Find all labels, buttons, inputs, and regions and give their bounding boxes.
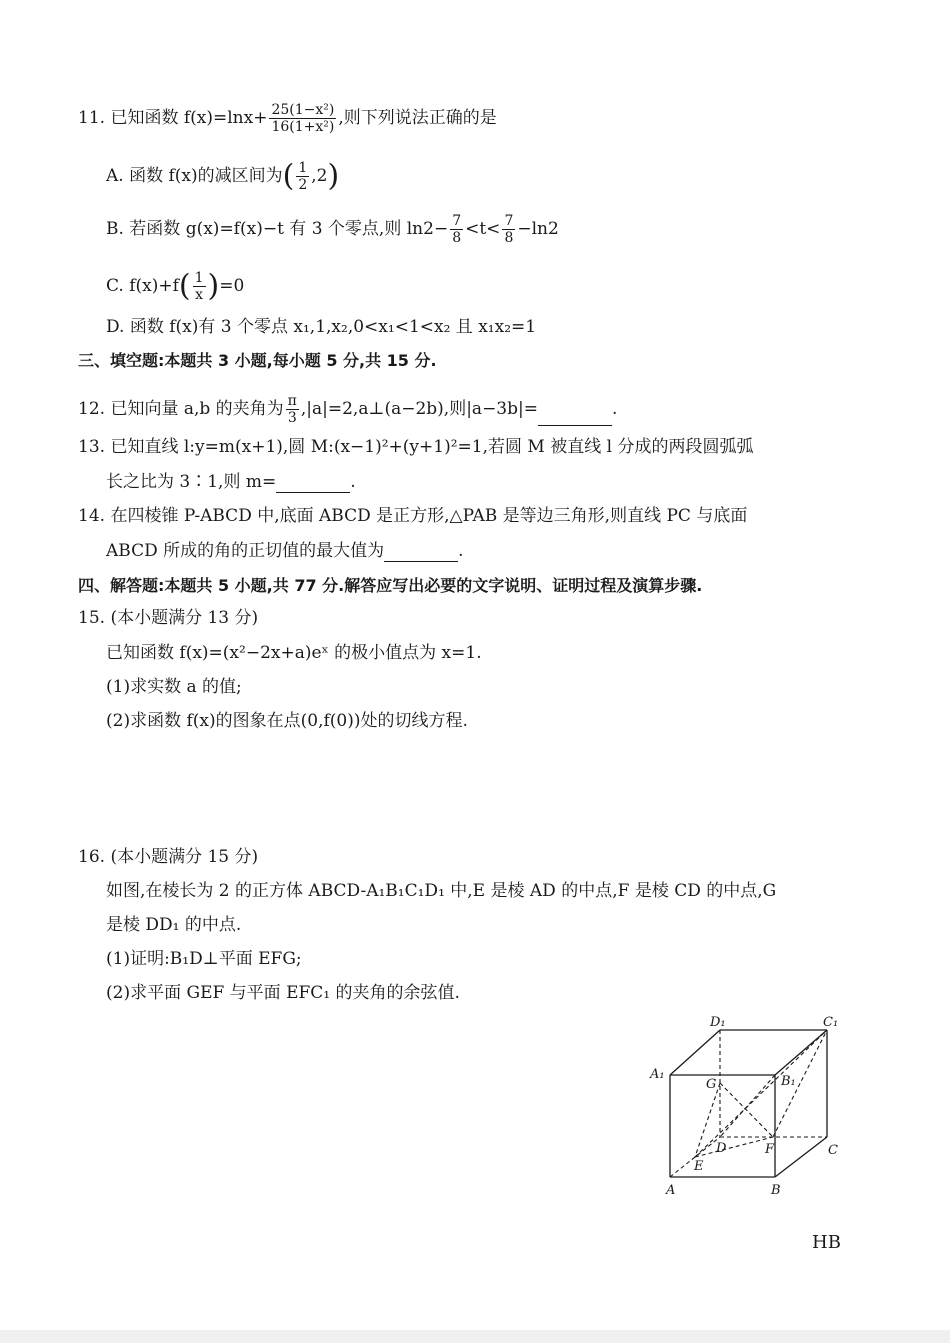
- q15-line3: (2)求函数 f(x)的图象在点(0,f(0))处的切线方程.: [106, 711, 468, 731]
- label-A: A: [666, 1183, 676, 1198]
- cube-figure: [640, 1010, 860, 1200]
- label-D1: D₁: [710, 1015, 726, 1030]
- bottom-band: [0, 1330, 950, 1343]
- q16-line2: 是棱 DD₁ 的中点.: [106, 915, 242, 935]
- label-B: B: [771, 1183, 781, 1198]
- section-3-heading: 三、填空题:本题共 3 小题,每小题 5 分,共 15 分.: [78, 351, 437, 370]
- q16-line4: (2)求平面 GEF 与平面 EFC₁ 的夹角的余弦值.: [106, 983, 460, 1003]
- q11-option-b: B. 若函数 g(x)=f(x)−t 有 3 个零点,则 ln2− $\frac{7}{8}$ <t< $\frac{7}{8}$ −ln2: [106, 213, 559, 246]
- q14-line1: 14. 在四棱锥 P-ABCD 中,底面 ABCD 是正方形,△PAB 是等边三角形,则直线 PC 与底面: [78, 506, 748, 526]
- label-A1: A₁: [650, 1067, 665, 1082]
- q11-stem: [78, 102, 497, 135]
- q11-option-d: D. 函数 f(x)有 3 个零点 x₁,1,x₂,0<x₁<1<x₂ 且 x₁x₂=1: [106, 317, 537, 337]
- q12-answer-blank[interactable]: [538, 407, 612, 426]
- q15-head: 15. (本小题满分 13 分): [78, 608, 259, 628]
- label-G: G: [706, 1077, 717, 1092]
- q15-line1: 已知函数 f(x)=(x²−2x+a)eˣ 的极小值点为 x=1.: [106, 643, 482, 663]
- label-C1: C₁: [823, 1015, 839, 1030]
- page-footer-code: HB: [812, 1232, 841, 1253]
- q11-prefix: 11. 已知函数 f(x)=lnx+: [78, 108, 268, 128]
- label-F: F: [765, 1142, 775, 1157]
- label-D: D: [716, 1141, 727, 1156]
- q11-option-a: A. 函数 f(x)的减区间为( $\frac{1}{2}$ ,2): [106, 158, 340, 194]
- q16-head: 16. (本小题满分 15 分): [78, 847, 259, 867]
- q13-line1: 13. 已知直线 l:y=m(x+1),圆 M:(x−1)²+(y+1)²=1,若圆 M 被直线 l 分成的两段圆弧弧: [78, 437, 754, 457]
- q15-line2: (1)求实数 a 的值;: [106, 677, 242, 697]
- q14-line2: ABCD 所成的角的正切值的最大值为 .: [106, 541, 464, 561]
- section-4-heading: 四、解答题:本题共 5 小题,共 77 分.解答应写出必要的文字说明、证明过程及演算步骤.: [78, 576, 703, 595]
- q12-stem: 12. 已知向量 a,b 的夹角为 $\frac{\pi}{3}$ ,|a|=2,a⊥(a−2b),则|a−3b|= .: [78, 393, 618, 426]
- q13-line2: 长之比为 3∶1,则 m= .: [106, 472, 356, 492]
- label-C: C: [828, 1143, 838, 1158]
- q11-option-c: C. f(x)+f( $\frac{1}{x}$ )=0: [106, 268, 245, 304]
- q11-suffix: ,则下列说法正确的是: [338, 108, 497, 128]
- label-E: E: [694, 1159, 704, 1174]
- q11-fraction: $\frac{\text{25(1−x²)}}{\text{16(1+x²)}}$: [271, 102, 335, 135]
- label-B1: B₁: [781, 1074, 796, 1089]
- q16-line3: (1)证明:B₁D⊥平面 EFG;: [106, 949, 302, 969]
- q14-answer-blank[interactable]: [384, 543, 458, 562]
- q16-line1: 如图,在棱长为 2 的正方体 ABCD-A₁B₁C₁D₁ 中,E 是棱 AD 的中点,F 是棱 CD 的中点,G: [106, 881, 777, 901]
- q13-answer-blank[interactable]: [276, 474, 350, 493]
